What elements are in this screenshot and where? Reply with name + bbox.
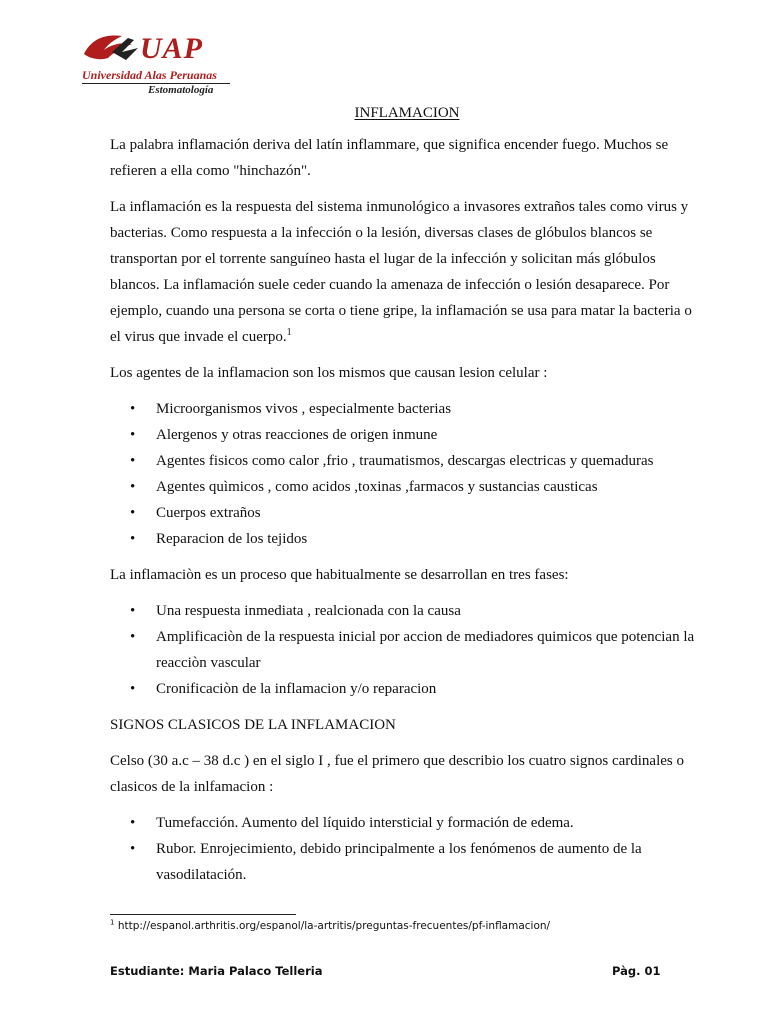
list-item: • Amplificaciòn de la respuesta inicial por accion de mediadores quimicos que potencian la reacciòn vascular [110, 624, 704, 676]
footnote-mark: 1 [110, 918, 115, 927]
document-body [110, 102, 704, 898]
paragraph-immune-response [110, 194, 704, 350]
list-item: • Tumefacción. Aumento del líquido intersticial y formación de edema. [110, 810, 704, 836]
phases-list [110, 598, 704, 702]
logo-university-name: Universidad Alas Peruanas [82, 68, 217, 82]
logo-acronym: UAP [140, 32, 203, 65]
footer-page-number: Pàg. 01 [612, 964, 661, 978]
paragraph-definition: La palabra inflamación deriva del latín inflammare, que significa encender fuego. Muchos se refieren a ella como "hinchazón". [110, 137, 669, 179]
list-item: • Una respuesta inmediata , realcionada con la causa [110, 598, 704, 624]
list-item: • Agentes quìmicos , como acidos ,toxinas ,farmacos y sustancias causticas [110, 474, 704, 500]
paragraph-phases-intro: La inflamaciòn es un proceso que habitualmente se desarrollan en tres fases: [110, 567, 569, 583]
list-item: • Rubor. Enrojecimiento, debido principalmente a los fenómenos de aumento de la vasodilatación. [110, 836, 704, 888]
footnote [110, 920, 550, 932]
paragraph-agents-intro: Los agentes de la inflamacion son los mismos que causan lesion celular : [110, 365, 548, 381]
footnote-reference: 1 [286, 327, 292, 338]
winged-emblem-icon [82, 32, 142, 68]
document-title: INFLAMACION [354, 105, 460, 121]
list-item: • Alergenos y otras reacciones de origen inmune [110, 422, 704, 448]
university-logo [82, 28, 252, 94]
signs-list [110, 810, 704, 888]
paragraph-immune-response-text: La inflamación es la respuesta del sistema inmunológico a invasores extraños tales como virus y bacterias. Como respuesta a la infección o la lesión, diversas clases de glóbulos blancos se transportan por el torrente sanguíneo hasta el lugar de la infección y solicitan más glóbulos blancos. La inflamación suele ceder cuando la amenaza de infección o lesión desaparece. Por ejemplo, cuando una persona se corta o tiene gripe, la inflamación se usa para matar la bacteria o el virus que invade el cuerpo. [110, 199, 692, 345]
paragraph-celso: Celso (30 a.c – 38 d.c ) en el siglo I , fue el primero que describio los cuatro signos cardinales o clasicos de la inlfamacion : [110, 753, 685, 795]
list-item: • Reparacion de los tejidos [110, 526, 704, 552]
logo-faculty: Estomatología [148, 84, 214, 96]
footnote-link[interactable]: http://espanol.arthritis.org/espanol/la-artritis/preguntas-frecuentes/pf-inflamacion/ [117, 920, 551, 932]
list-item: • Agentes fisicos como calor ,frio , traumatismos, descargas electricas y quemaduras [110, 448, 704, 474]
footer-student: Estudiante: Maria Palaco Telleria [110, 964, 323, 978]
agents-list [110, 396, 704, 552]
list-item: • Microorganismos vivos , especialmente bacterias [110, 396, 704, 422]
list-item: • Cuerpos extraños [110, 500, 704, 526]
section-heading-signs: SIGNOS CLASICOS DE LA INFLAMACION [110, 717, 396, 733]
list-item: • Cronificaciòn de la inflamacion y/o reparacion [110, 676, 704, 702]
footnote-separator [110, 914, 296, 915]
